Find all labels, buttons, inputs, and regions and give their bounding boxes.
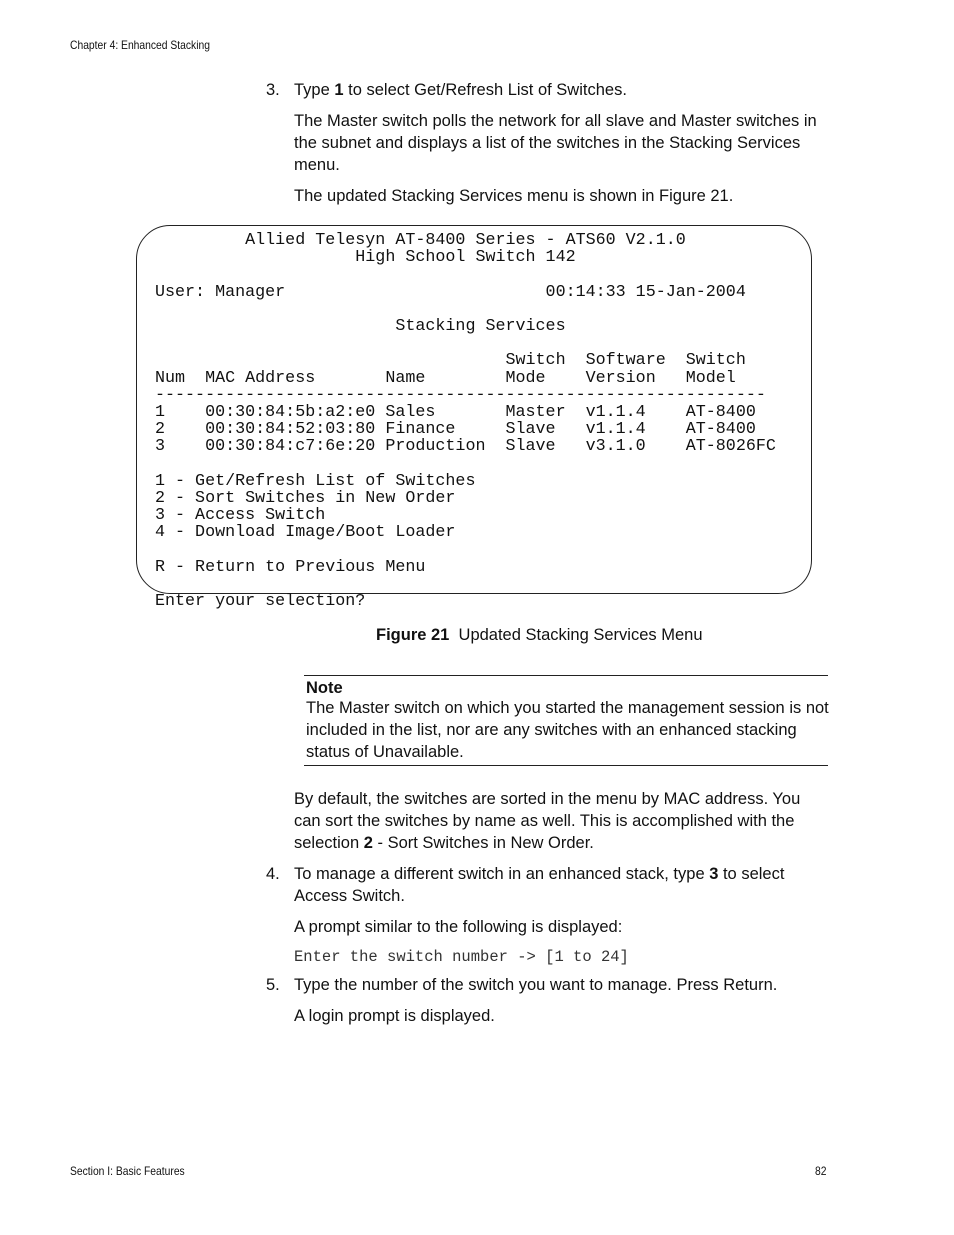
figure-title: Updated Stacking Services Menu [458, 626, 703, 644]
note-body: The Master switch on which you started the management session is not included in the list, nor are any switches with an enhanced stacking status of Unavailable. [306, 699, 829, 761]
step-5-number: 5. [266, 976, 280, 994]
step-3-paragraph-1: The Master switch polls the network for all slave and Master switches in the subnet and displays a list of the switches in the Stacking Services menu. [294, 112, 817, 174]
figure-caption [376, 624, 703, 646]
step-3-number: 3. [266, 81, 280, 99]
note-top-rule [304, 675, 828, 676]
step-4-number: 4. [266, 865, 280, 883]
step-5-paragraph-1: A login prompt is displayed. [294, 1007, 495, 1025]
step-3-text: Type 1 to select Get/Refresh List of Switches. [294, 81, 627, 99]
figure-label: Figure 21 [376, 626, 450, 644]
chapter-header: Chapter 4: Enhanced Stacking [70, 38, 210, 52]
step-3-key: 1 [334, 81, 344, 99]
sort-paragraph: By default, the switches are sorted in the menu by MAC address. You can sort the switches by name as well. This is accomplished with the selection 2 - Sort Switches in New Order. [294, 790, 801, 852]
step-5-text: Type the number of the switch you want to manage. Press Return. [294, 976, 778, 994]
step-3-paragraph-2: The updated Stacking Services menu is shown in Figure 21. [294, 187, 734, 205]
sort-key: 2 [363, 834, 373, 852]
step-4-key: 3 [709, 865, 719, 883]
switch-number-prompt-code: Enter the switch number -> [1 to 24] [294, 948, 629, 966]
step-4-text: To manage a different switch in an enhanced stack, type 3 to select Access Switch. [294, 865, 785, 905]
note-bottom-rule [304, 765, 828, 766]
page-number: 82 [815, 1164, 827, 1178]
note-title: Note [306, 679, 343, 697]
step-4-paragraph-1: A prompt similar to the following is displayed: [294, 918, 623, 936]
terminal-screen-text: Allied Telesyn AT-8400 Series - ATS60 V2.1.0 High School Switch 142 User: Manager 00:14:33 15-Jan-2004 Stacking Services Switch Software Switch Num MAC Address Name Mode Version Model ------------------------------------------------------------- 1 00:30:84:5b:a2:e0 Sales Master v1.1.4 AT-8400 2 00:30:84:52:03:80 Finance Slave v1.1.4 AT-8400 3 00:30:84:c7:6e:20 Production Slave v3.1.0 AT-8026FC 1 - Get/Refresh List of Switches 2 - Sort Switches in New Order 3 - Access Switch 4 - Download Image/Boot Loader R - Return to Previous Menu Enter your selection? [155, 231, 776, 612]
section-footer: Section I: Basic Features [70, 1164, 185, 1178]
